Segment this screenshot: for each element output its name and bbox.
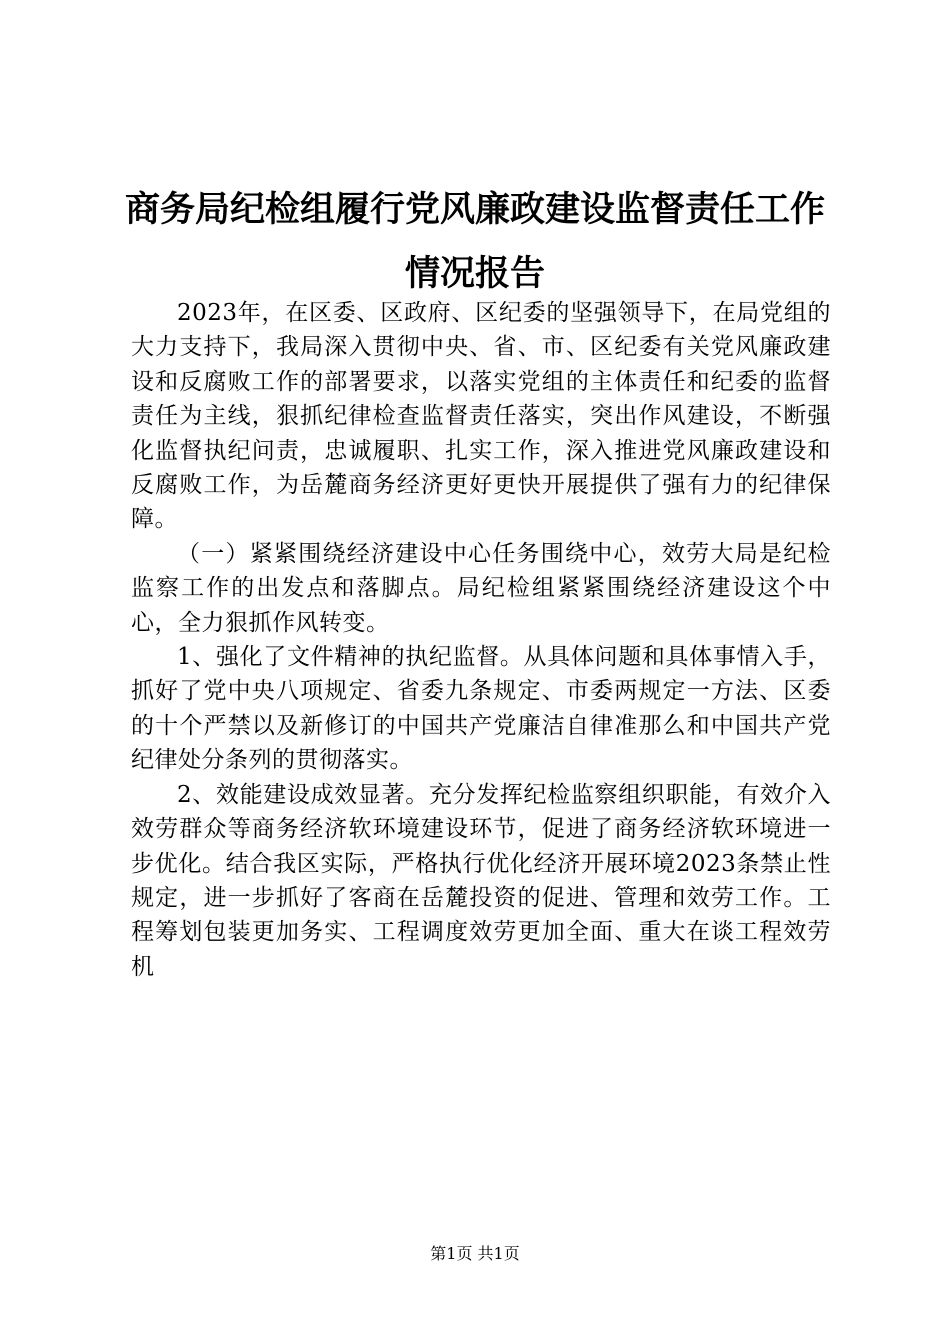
paragraph-item-one: 1、强化了文件精神的执纪监督。从具体问题和具体事情入手，抓好了党中央八项规定、省委九条规定、市委两规定一方法、区委的十个严禁以及新修订的中国共产党廉洁自律准那么和中国共产党纪律处分条列的贯彻落实。: [131, 644, 831, 774]
paragraph-item-two: 2、效能建设成效显著。充分发挥纪检监察组织职能，有效介入效劳群众等商务经济软环境建设环节，促进了商务经济软环境进一步优化。结合我区实际，严格执行优化经济开展环境2023条禁止性规定，进一步抓好了客商在岳麓投资的促进、管理和效劳工作。工程筹划包装更加务实、工程调度效劳更加全面、重大在谈工程效劳机: [131, 781, 831, 980]
document-body: [131, 296, 831, 984]
paragraph-section-one: （一）紧紧围绕经济建设中心任务围绕中心，效劳大局是纪检监察工作的出发点和落脚点。局纪检组紧紧围绕经济建设这个中心，全力狠抓作风转变。: [131, 540, 831, 636]
page-number-footer: 第1页 共1页: [430, 1244, 520, 1263]
paragraph-intro: 2023年，在区委、区政府、区纪委的坚强领导下，在局党组的大力支持下，我局深入贯彻中央、省、市、区纪委有关党风廉政建设和反腐败工作的部署要求，以落实党组的主体责任和纪委的监督责任为主线，狠抓纪律检查监督责任落实，突出作风建设，不断强化监督执纪问责，忠诚履职、扎实工作，深入推进党风廉政建设和反腐败工作，为岳麓商务经济更好更快开展提供了强有力的纪律保障。: [131, 300, 831, 533]
document-title: 商务局纪检组履行党风廉政建设监督责任工作情况报告: [124, 189, 825, 294]
